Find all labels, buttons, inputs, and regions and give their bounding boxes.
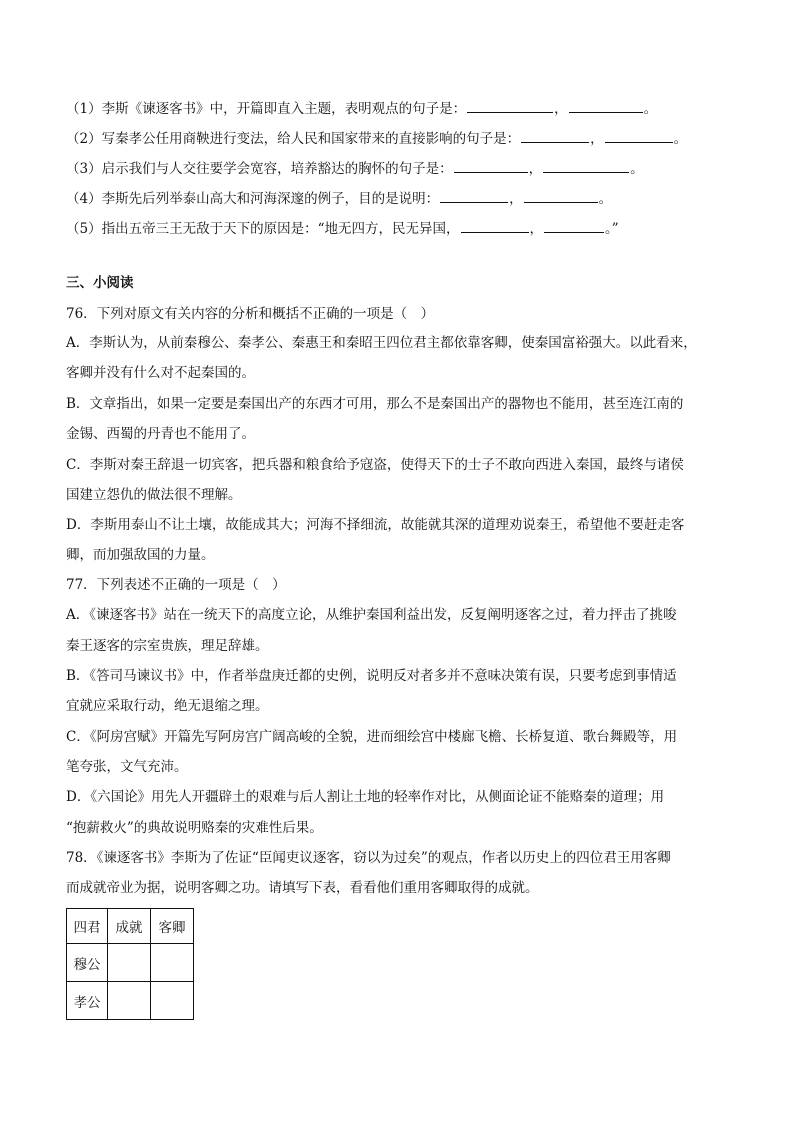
fill-in-prompt: （1）李斯《谏逐客书》中，开篇即直入主题，表明观点的句子是： [66, 101, 467, 117]
fill-in-item-5: （5）指出五帝三王无敌于天下的原因是：“地无四方，民无异国， ， 。” [66, 218, 619, 239]
fill-in-prompt: （5）指出五帝三王无敌于天下的原因是：“地无四方，民无异国， [66, 221, 460, 237]
blank-field[interactable] [521, 128, 589, 143]
blank-field[interactable] [569, 98, 643, 113]
table-cell-minister[interactable] [151, 944, 194, 982]
question-78-stem-cont: 而成就帝业为据，说明客卿之功。请填写下表，看看他们重用客卿取得的成就。 [66, 880, 539, 896]
q77-option-c-cont: 笔夸张，文气充沛。 [66, 759, 188, 775]
table-header-cell: 四君 [67, 909, 108, 944]
table-header-cell: 成就 [108, 909, 151, 944]
question-77-stem: 77．下列表述不正确的一项是（ ） [66, 577, 286, 593]
q76-option-b: B．文章指出，如果一定要是秦国出产的东西才可用，那么不是秦国出产的器物也不能用，甚至连江南的 [66, 396, 684, 412]
blank-field[interactable] [440, 188, 508, 203]
q76-option-a: A．李斯认为，从前秦穆公、秦孝公、秦惠王和秦昭王四位君主都依靠客卿，使秦国富裕强大。以此看来， [66, 335, 697, 351]
q77-option-c: C．《阿房宫赋》开篇先写阿房宫广阔高峻的全貌，进而细绘宫中楼廊飞檐、长桥复道、歌台舞殿等，用 [66, 729, 678, 745]
q77-option-b-cont: 宜就应采取行动，绝无退缩之理。 [66, 698, 269, 714]
table-row [67, 944, 194, 982]
blank-field[interactable] [544, 218, 604, 233]
q77-option-a: A．《谏逐客书》站在一统天下的高度立论，从维护秦国利益出发，反复阐明逐客之过，着力抨击了挑唆 [66, 607, 677, 623]
table-cell-achievement[interactable] [108, 982, 151, 1020]
fill-in-prompt: （2）写秦孝公任用商鞅进行变法，给人民和国家带来的直接影响的句子是： [66, 131, 521, 147]
blank-field[interactable] [543, 158, 629, 173]
fill-in-prompt: （4）李斯先后列举泰山高大和河海深邃的例子，目的是说明： [66, 191, 440, 207]
blank-field[interactable] [454, 158, 528, 173]
q77-option-b: B．《答司马谏议书》中，作者举盘庚迁都的史例，说明反对者多并不意味决策有误，只要考虑到事情适 [66, 668, 677, 684]
blank-field[interactable] [467, 98, 553, 113]
blank-field[interactable] [605, 128, 673, 143]
q76-option-a-cont: 客卿并没有什么对不起秦国的。 [66, 365, 255, 381]
fill-in-prompt: （3）启示我们与人交往要学会宽容，培养豁达的胸怀的句子是： [66, 161, 453, 177]
question-76-stem: 76．下列对原文有关内容的分析和概括不正确的一项是（ ） [66, 306, 435, 322]
question-78-stem: 78．《谏逐客书》李斯为了佐证“臣闻吏议逐客，窃以为过矣”的观点，作者以历史上的四位君王用客卿 [66, 850, 671, 866]
q76-option-d: D．李斯用泰山不让土壤，故能成其大；河海不择细流，故能就其深的道理劝说秦王，希望他不要赶走客 [66, 517, 685, 533]
q77-option-d: D．《六国论》用先人开疆辟土的艰难与后人割让土地的轻率作对比，从侧面论证不能赂秦的道理；用 [66, 789, 665, 805]
table-row [67, 982, 194, 1020]
fill-in-item-4: （4）李斯先后列举泰山高大和河海深邃的例子，目的是说明： ， 。 [66, 188, 612, 209]
q77-option-d-cont: “抱薪救火”的典故说明赂秦的灾难性后果。 [66, 820, 323, 836]
q76-option-b-cont: 金锡、西蜀的丹青也不能用了。 [66, 426, 255, 442]
table-cell-ruler: 孝公 [67, 982, 108, 1020]
table-cell-achievement[interactable] [108, 944, 151, 982]
q76-option-c-cont: 国建立怨仇的做法很不理解。 [66, 487, 242, 503]
fill-in-item-2: （2）写秦孝公任用商鞅进行变法，给人民和国家带来的直接影响的句子是： ， 。 [66, 128, 687, 149]
q76-option-c: C．李斯对秦王辞退一切宾客，把兵器和粮食给予寇盗，使得天下的士子不敢向西进入秦国，最终与诸侯 [66, 457, 684, 473]
fill-in-item-1: （1）李斯《谏逐客书》中，开篇即直入主题，表明观点的句子是： ， 。 [66, 98, 657, 119]
table-header-cell: 客卿 [151, 909, 194, 944]
fill-in-item-3: （3）启示我们与人交往要学会宽容，培养豁达的胸怀的句子是： ， 。 [66, 158, 644, 179]
table-cell-minister[interactable] [151, 982, 194, 1020]
blank-field[interactable] [461, 218, 529, 233]
q76-option-d-cont: 卿，而加强敌国的力量。 [66, 547, 215, 563]
q77-option-a-cont: 秦王逐客的宗室贵族，理足辞雄。 [66, 638, 269, 654]
answer-table [66, 908, 194, 1020]
blank-field[interactable] [524, 188, 598, 203]
table-header-row [67, 909, 194, 944]
section-title: 三、小阅读 [66, 275, 134, 291]
table-cell-ruler: 穆公 [67, 944, 108, 982]
